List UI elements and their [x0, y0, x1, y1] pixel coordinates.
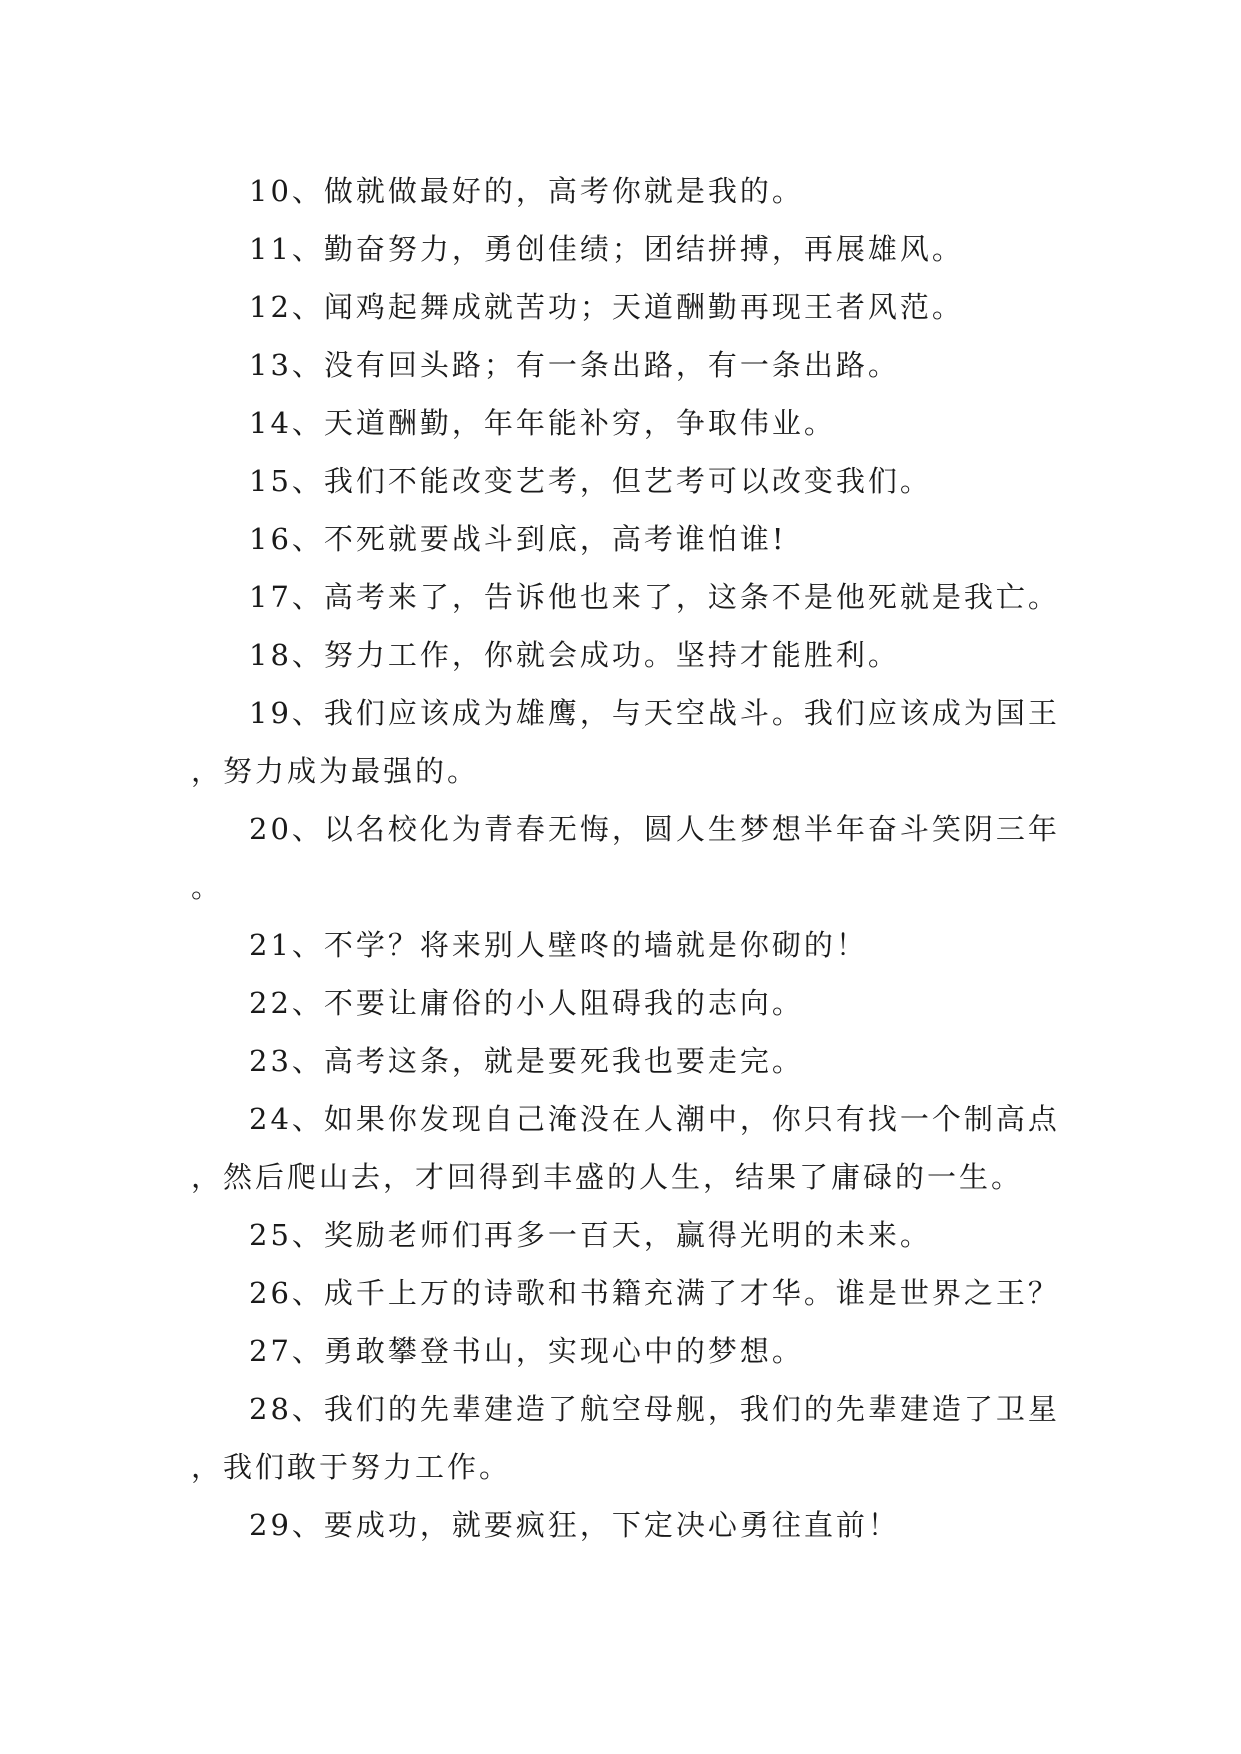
list-item: 18、努力工作，你就会成功。坚持才能胜利。: [249, 638, 900, 672]
list-item: 19、我们应该成为雄鹰，与天空战斗。我们应该成为国王，努力成为最强的。: [191, 696, 1060, 788]
list-item: 25、奖励老师们再多一百天，赢得光明的未来。: [249, 1218, 932, 1252]
list-item: 29、要成功，就要疯狂，下定决心勇往直前！: [249, 1508, 900, 1542]
list-item: 11、勤奋努力，勇创佳绩；团结拼搏，再展雄风。: [249, 232, 964, 266]
list-item: 27、勇敢攀登书山，实现心中的梦想。: [249, 1334, 804, 1368]
list-item: 17、高考来了，告诉他也来了，这条不是他死就是我亡。: [249, 580, 1060, 614]
list-item: 23、高考这条，就是要死我也要走完。: [249, 1044, 804, 1078]
list-item: 20、以名校化为青春无悔，圆人生梦想半年奋斗笑阴三年。: [191, 812, 1060, 904]
list-item: 16、不死就要战斗到底，高考谁怕谁!: [249, 522, 787, 556]
list-item: 28、我们的先辈建造了航空母舰，我们的先辈建造了卫星，我们敢于努力工作。: [191, 1392, 1060, 1484]
list-item: 14、天道酬勤，年年能补穷，争取伟业。: [249, 406, 836, 440]
list-item: 13、没有回头路；有一条出路，有一条出路。: [249, 348, 900, 382]
list-item: 21、不学？将来别人壁咚的墙就是你砌的！: [249, 928, 868, 962]
list-item: 10、做就做最好的，高考你就是我的。: [249, 174, 804, 208]
list-item: 15、我们不能改变艺考，但艺考可以改变我们。: [249, 464, 932, 498]
list-item: 26、成千上万的诗歌和书籍充满了才华。谁是世界之王？: [249, 1276, 1060, 1310]
list-item: 22、不要让庸俗的小人阻碍我的志向。: [249, 986, 804, 1020]
list-item: 12、闻鸡起舞成就苦功；天道酬勤再现王者风范。: [249, 290, 964, 324]
document-body: [191, 162, 1061, 1554]
list-item: 24、如果你发现自己淹没在人潮中，你只有找一个制高点，然后爬山去，才回得到丰盛的人生，结果了庸碌的一生。: [191, 1102, 1060, 1194]
